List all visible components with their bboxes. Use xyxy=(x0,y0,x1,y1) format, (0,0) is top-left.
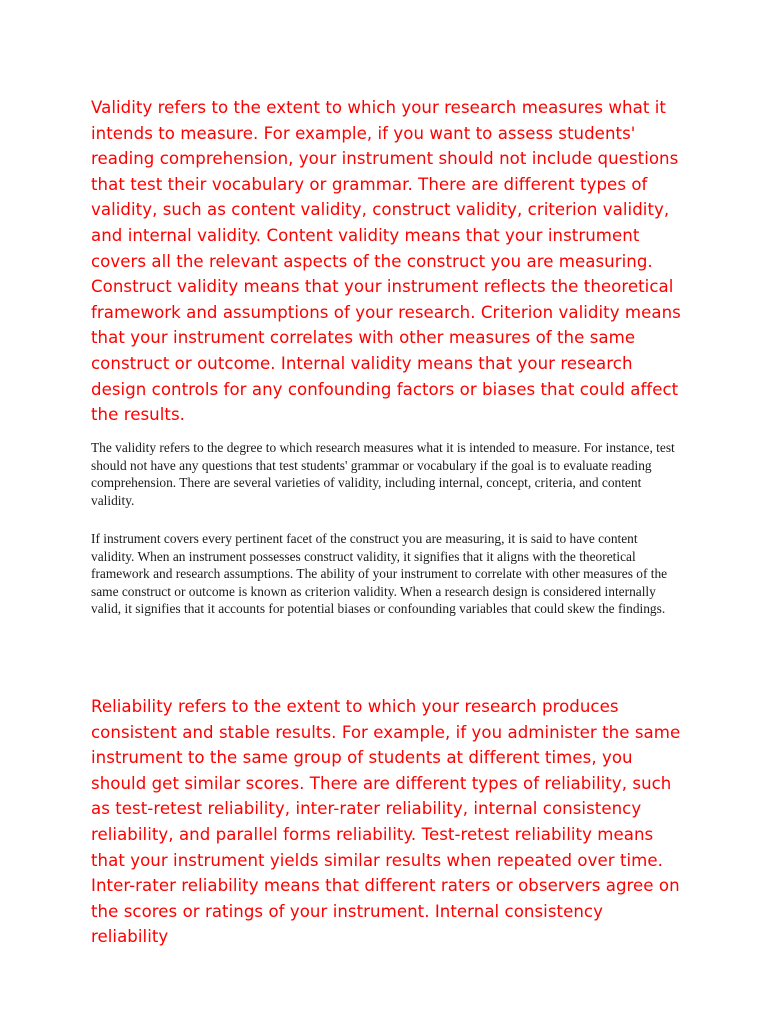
validity-paraphrase-paragraph-2: If instrument covers every pertinent facet of the construct you are measuring, it is said to have content validity. When an instrument possesses construct validity, it signifies that it aligns with the theoretical framework and research assumptions. The ability of your instrument to correlate with other measures of the same construct or outcome is known as criterion validity. When a research design is considered internally valid, it signifies that it accounts for potential biases or confounding variables that could skew the findings. xyxy=(91,531,668,617)
validity-paraphrase-paragraph-1: The validity refers to the degree to which research measures what it is intended to measure. For instance, test should not have any questions that test students' grammar or vocabulary if the goal is to evaluate reading comprehension. There are several varieties of validity, including internal, concept, criteria, and content validity. xyxy=(91,440,675,508)
validity-paragraph: Validity refers to the extent to which your research measures what it intends to measure. For example, if you want to assess students' reading comprehension, your instrument should not include questions that test their vocabulary or grammar. There are different types of validity, such as content validity, construct validity, criterion validity, and internal validity. Content validity means that your instrument covers all the relevant aspects of the construct you are measuring. Construct validity means that your instrument reflects the theoretical framework and assumptions of your research. Criterion validity means that your instrument correlates with other measures of the same construct or outcome. Internal validity means that your research design controls for any confounding factors or biases that could affect the results. xyxy=(91,98,681,425)
reliability-paragraph: Reliability refers to the extent to which your research produces consistent and stable results. For example, if you administer the same instrument to the same group of students at different times, you should get similar scores. There are different types of reliability, such as test-retest reliability, inter-rater reliability, internal consistency reliability, and parallel forms reliability. Test-retest reliability means that your instrument yields similar results when repeated over time. Inter-rater reliability means that different raters or observers agree on the scores or ratings of your instrument. Internal consistency reliability xyxy=(91,697,681,947)
